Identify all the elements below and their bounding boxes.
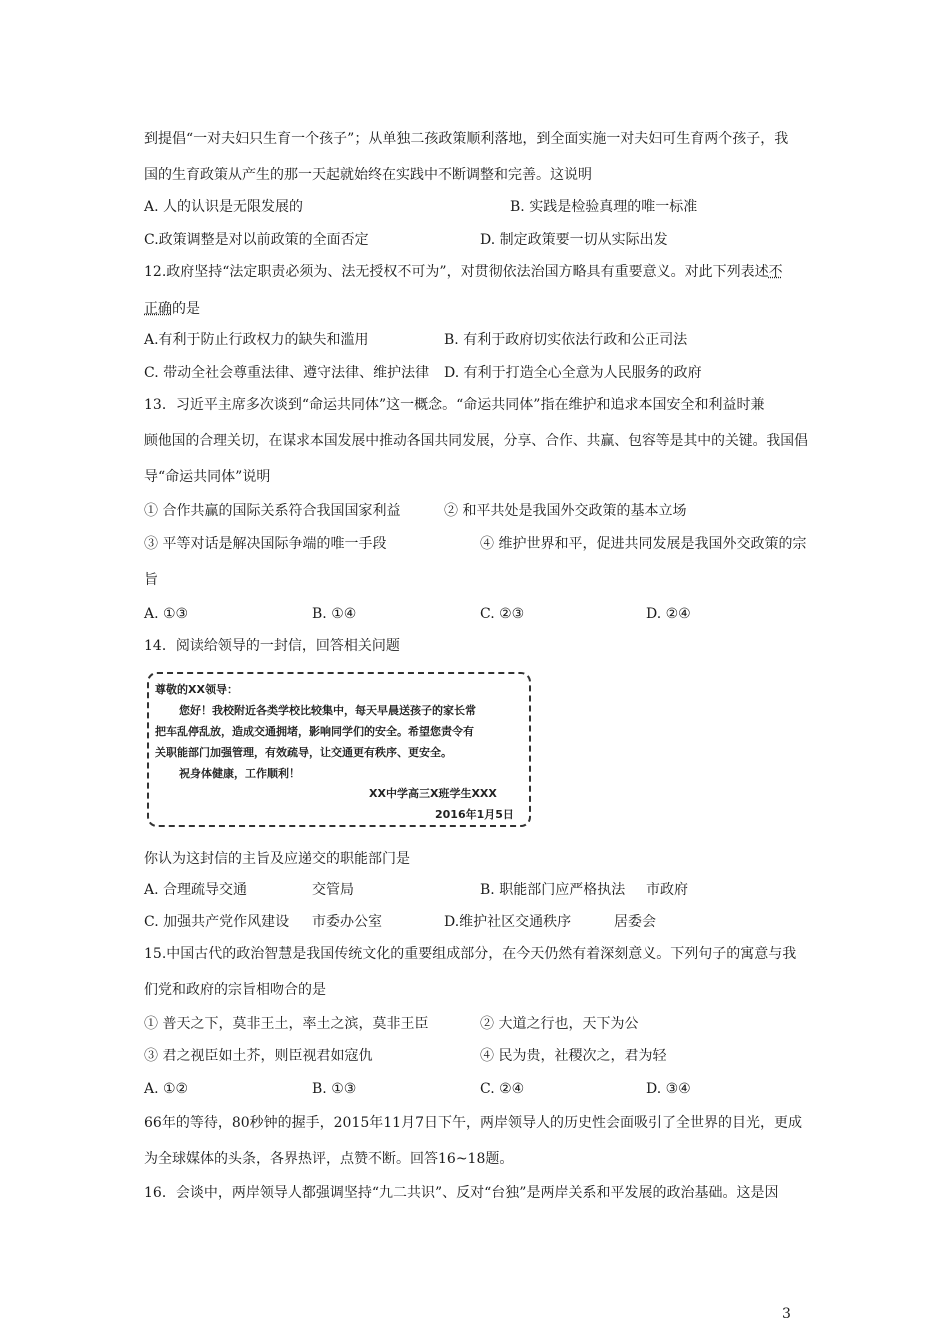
underlined-text: 不	[768, 264, 783, 280]
question-15-stem: 15.中国古代的政治智慧是我国传统文化的重要组成部分，在今天仍然有着深刻意义。下列句子的寓意与我	[144, 946, 797, 962]
question-13-stem: 导“命运共同体”说明	[144, 469, 271, 485]
letter-body: 关职能部门加强管理，有效疏导，让交通更有秩序、更安全。	[155, 746, 452, 759]
question-16-stem: 16．会谈中，两岸领导人都强调坚持“九二共识”、反对“台独”是两岸关系和平发展的政治基础。这是因	[144, 1185, 779, 1201]
option-c: C.政策调整是对以前政策的全面否定	[144, 232, 369, 248]
option-c: C. 加强共产党作风建设	[144, 914, 290, 930]
option-b: B. ①④	[312, 606, 357, 622]
option-a: A. ①③	[144, 606, 189, 622]
question-15-stem: 们党和政府的宗旨相吻合的是	[144, 982, 326, 998]
option-a: A. 合理疏导交通	[144, 882, 248, 898]
option-a: A.有利于防止行政权力的缺失和滥用	[144, 332, 369, 348]
statement-1: ① 普天之下，莫非王土，率土之滨，莫非王臣	[144, 1016, 429, 1032]
option-a: A. ①②	[144, 1081, 189, 1097]
underlined-text: 正确	[144, 301, 172, 317]
statement-4: ④ 民为贵，社稷次之，君为轻	[480, 1048, 667, 1064]
option-a-dept: 交管局	[312, 882, 354, 898]
statement-2: ② 大道之行也，天下为公	[480, 1016, 639, 1032]
option-b: B. 实践是检验真理的唯一标准	[510, 199, 698, 215]
statement-3: ③ 君之视臣如土芥，则臣视君如寇仇	[144, 1048, 373, 1064]
option-a: A. 人的认识是无限发展的	[144, 199, 304, 215]
option-b: B. 有利于政府切实依法行政和公正司法	[444, 332, 688, 348]
option-d: D. ②④	[646, 606, 691, 622]
statement-3: ③ 平等对话是解决国际争端的唯一手段	[144, 536, 387, 552]
letter-image	[147, 672, 531, 827]
letter-body: 您好！我校附近各类学校比较集中，每天早晨送孩子的家长常	[179, 704, 476, 717]
option-c: C. ②④	[480, 1081, 525, 1097]
question-13-stem: 13．习近平主席多次谈到“命运共同体”这一概念。“命运共同体”指在维护和追求本国安全和利益时兼	[144, 397, 765, 413]
letter-date: 2016年1月5日	[435, 808, 514, 821]
material-text: 为全球媒体的头条，各界热评，点赞不断。回答16~18题。	[144, 1151, 514, 1167]
letter-closing: 祝身体健康，工作顺利！	[179, 767, 300, 780]
statement-1: ① 合作共赢的国际关系符合我国国家利益	[144, 503, 401, 519]
letter-greeting: 尊敬的XX领导：	[155, 683, 238, 696]
question-13-stem: 顾他国的合理关切，在谋求本国发展中推动各国共同发展，分享、合作、共赢、包容等是其中的关键。我国倡	[144, 433, 808, 449]
option-d: D. 有利于打造全心全意为人民服务的政府	[444, 365, 702, 381]
statement-2: ② 和平共处是我国外交政策的基本立场	[444, 503, 687, 519]
option-d-dept: 居委会	[614, 914, 656, 930]
option-c-dept: 市委办公室	[312, 914, 382, 930]
option-c: C. ②③	[480, 606, 525, 622]
option-b: B. ①③	[312, 1081, 357, 1097]
text-line: 国的生育政策从产生的那一天起就始终在实践中不断调整和完善。这说明	[144, 167, 592, 183]
question-12-text: 12.政府坚持“法定职责必须为、法无授权不可为”，对贯彻依法治国方略具有重要意义。对此下列表述	[144, 264, 769, 280]
text-line: 到提倡“一对夫妇只生育一个孩子”；从单独二孩政策顺利落地，到全面实施一对夫妇可生育两个孩子，我	[144, 131, 789, 147]
option-d: D. ③④	[646, 1081, 691, 1097]
option-d: D.维护社区交通秩序	[444, 914, 572, 930]
option-d: D. 制定政策要一切从实际出发	[480, 232, 668, 248]
option-b: B. 职能部门应严格执法	[480, 882, 626, 898]
question-12-stem-2	[144, 300, 200, 318]
material-text: 66年的等待，80秒钟的握手，2015年11月7日下午，两岸领导人的历史性会面吸引了全世界的目光，更成	[144, 1115, 802, 1131]
question-12-text: 的是	[172, 301, 200, 317]
question-12-stem	[144, 263, 783, 281]
letter-body: 把车乱停乱放，造成交通拥堵，影响同学们的安全。希望您责令有	[155, 725, 474, 738]
statement-4-cont: 旨	[144, 572, 158, 588]
letter-signature: XX中学高三X班学生XXX	[369, 787, 497, 800]
question-14-prompt: 你认为这封信的主旨及应递交的职能部门是	[144, 851, 410, 867]
option-b-dept: 市政府	[646, 882, 688, 898]
page-number: 3	[782, 1306, 791, 1322]
statement-4: ④ 维护世界和平，促进共同发展是我国外交政策的宗	[480, 536, 807, 552]
question-14-stem: 14．阅读给领导的一封信，回答相关问题	[144, 638, 400, 654]
option-c: C. 带动全社会尊重法律、遵守法律、维护法律	[144, 365, 430, 381]
